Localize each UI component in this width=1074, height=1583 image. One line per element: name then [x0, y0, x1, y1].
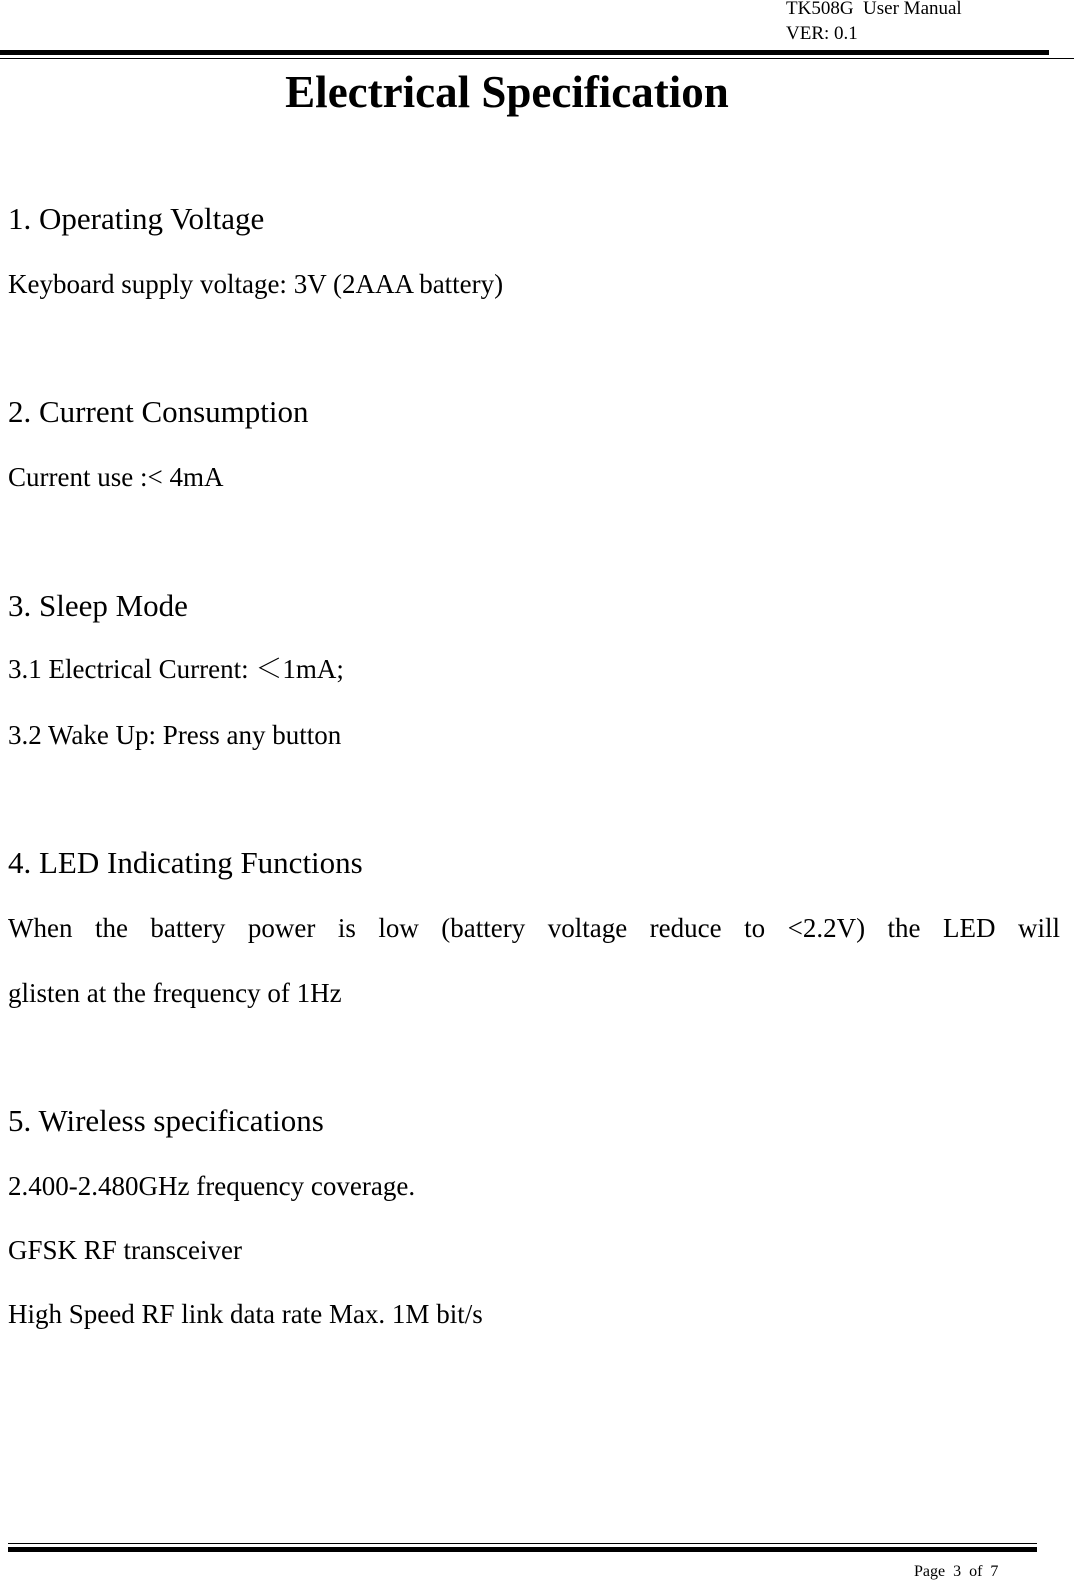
section-heading-sleep-mode: 3. Sleep Mode: [8, 588, 188, 623]
header-version: VER: 0.1: [786, 23, 858, 44]
wireless-transceiver-line: GFSK RF transceiver: [8, 1235, 242, 1265]
sleep-mode-wakeup-line: 3.2 Wake Up: Press any button: [8, 720, 342, 750]
footer-rule-thin: [8, 1543, 1037, 1544]
current-consumption-line: Current use :< 4mA: [8, 462, 224, 492]
sleep-mode-current-line: 3.1 Electrical Current: ＜1mA;: [8, 654, 344, 684]
header-manual-title: TK508G User Manual: [786, 0, 962, 19]
section-heading-current-consumption: 2. Current Consumption: [8, 394, 309, 429]
section-heading-led-functions: 4. LED Indicating Functions: [8, 845, 363, 880]
section-heading-operating-voltage: 1. Operating Voltage: [8, 201, 265, 236]
led-description-line-1: When the battery power is low (battery voltage reduce to <2.2V) the LED will: [8, 913, 1060, 943]
header-rule-thin: [0, 58, 1074, 59]
led-description-line-2: glisten at the frequency of 1Hz: [8, 978, 342, 1008]
section-heading-wireless: 5. Wireless specifications: [8, 1103, 324, 1138]
wireless-frequency-line: 2.400-2.480GHz frequency coverage.: [8, 1171, 416, 1201]
footer-rule-thick: [8, 1547, 1037, 1552]
operating-voltage-line: Keyboard supply voltage: 3V (2AAA battery): [8, 269, 504, 299]
wireless-datarate-line: High Speed RF link data rate Max. 1M bit/s: [8, 1299, 483, 1329]
page-number: Page 3 of 7: [914, 1563, 999, 1580]
page-title: Electrical Specification: [285, 67, 729, 117]
header-rule-thick: [0, 50, 1049, 55]
